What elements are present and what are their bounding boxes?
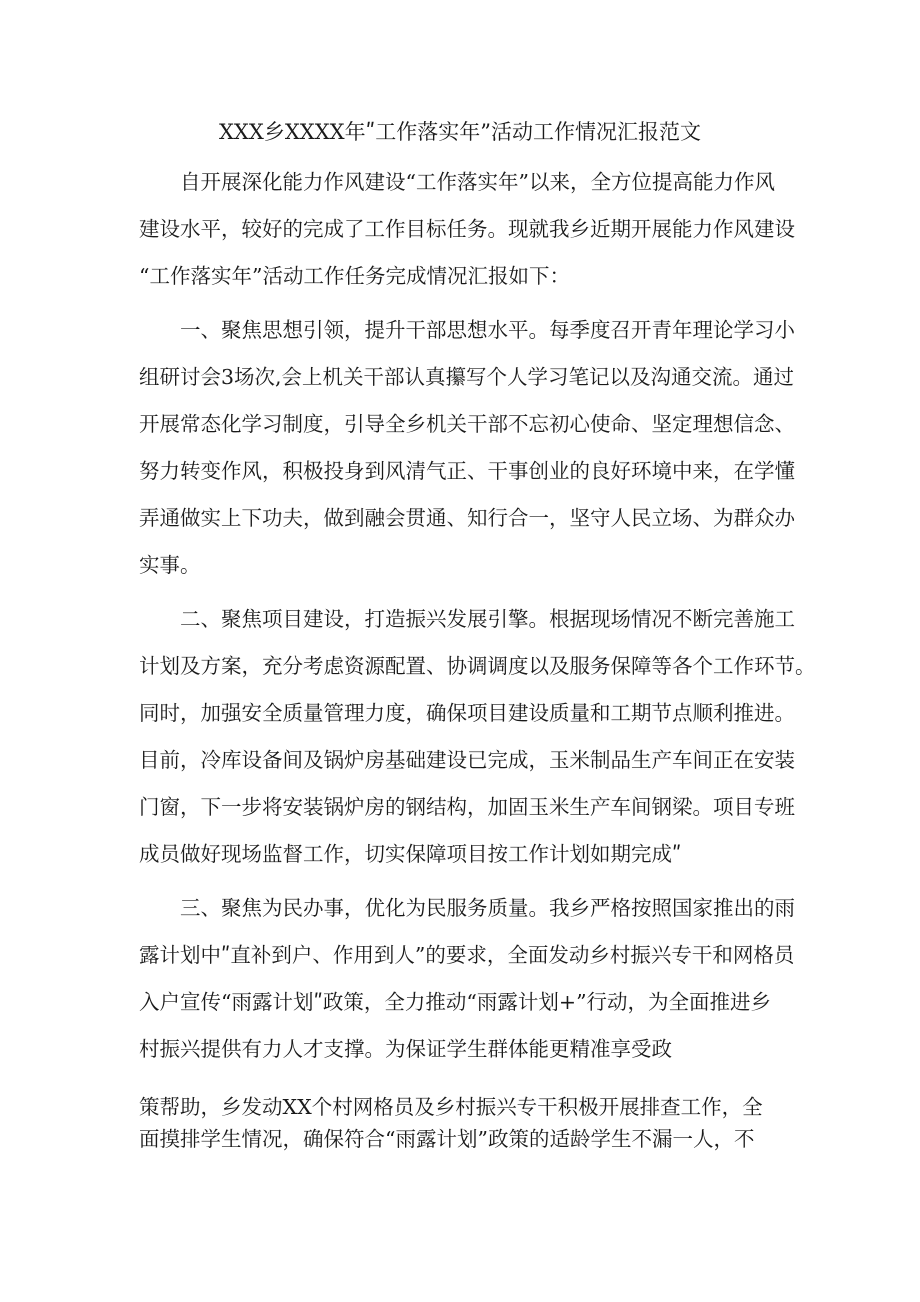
section2-line: 目前，冷库设备间及锅炉房基础建设已完成，玉米制品生产车间正在安装: [139, 748, 795, 772]
section3-line: 村振兴提供有力人才支撑。为保证学生群体能更精准享受政: [139, 1037, 672, 1061]
section1-line: 弄通做实上下功夫，做到融会贯通、知行合一，坚守人民立场、为群众办: [139, 506, 795, 530]
section1-line: 努力转变作风，积极投身到风清气正、干事创业的良好环境中来，在学懂: [139, 459, 795, 483]
section1-line: 一、聚焦思想引领，提升干部思想水平。每季度召开青年理论学习小: [180, 318, 795, 342]
section2-line: 计划及方案，充分考虑资源配置、协调调度以及服务保障等各个工作环节。: [139, 654, 816, 678]
section1-line: 组研讨会3场次,会上机关干部认真攥写个人学习笔记以及沟通交流。通过: [139, 365, 795, 389]
continuation-line: 面摸排学生情况，确保符合“雨露计划”政策的适龄学生不漏一人，不: [139, 1127, 755, 1151]
intro-line: 自开展深化能力作风建设“工作落实年”以来，全方位提高能力作风: [180, 170, 775, 194]
section2-line: 门窗，下一步将安装锅炉房的钢结构，加固玉米生产车间钢梁。项目专班: [139, 795, 795, 819]
section2-line: 成员做好现场监督工作，切实保障项目按工作计划如期完成ʺ: [139, 842, 682, 866]
section2-line: 二、聚焦项目建设，打造振兴发展引擎。根据现场情况不断完善施工: [180, 607, 795, 631]
intro-line: “工作落实年”活动工作任务完成情况汇报如下：: [139, 264, 570, 288]
section3-line: 露计划中ʺ直补到户、作用到人”的要求，全面发动乡村振兴专干和网格员: [139, 943, 795, 967]
section1-line: 实事。: [139, 553, 201, 577]
section2-line: 同时，加强安全质量管理力度，确保项目建设质量和工期节点顺利推进。: [139, 701, 795, 725]
intro-line: 建设水平，较好的完成了工作目标任务。现就我乡近期开展能力作风建设: [139, 217, 795, 241]
section3-line: 三、聚焦为民办事，优化为民服务质量。我乡严格按照国家推出的雨: [180, 896, 795, 920]
section3-line: 入户宣传“雨露计划ʺ政策，全力推动“雨露计划+”行动，为全面推进乡: [139, 990, 772, 1014]
continuation-line: 策帮助，乡发动XX个村网格员及乡村振兴专干积极开展排查工作，全: [139, 1095, 763, 1119]
section1-line: 开展常态化学习制度，引导全乡机关干部不忘初心使命、坚定理想信念、: [139, 412, 795, 436]
document-title: XXX乡XXXX年ʺ工作落实年”活动工作情况汇报范文: [218, 120, 702, 144]
